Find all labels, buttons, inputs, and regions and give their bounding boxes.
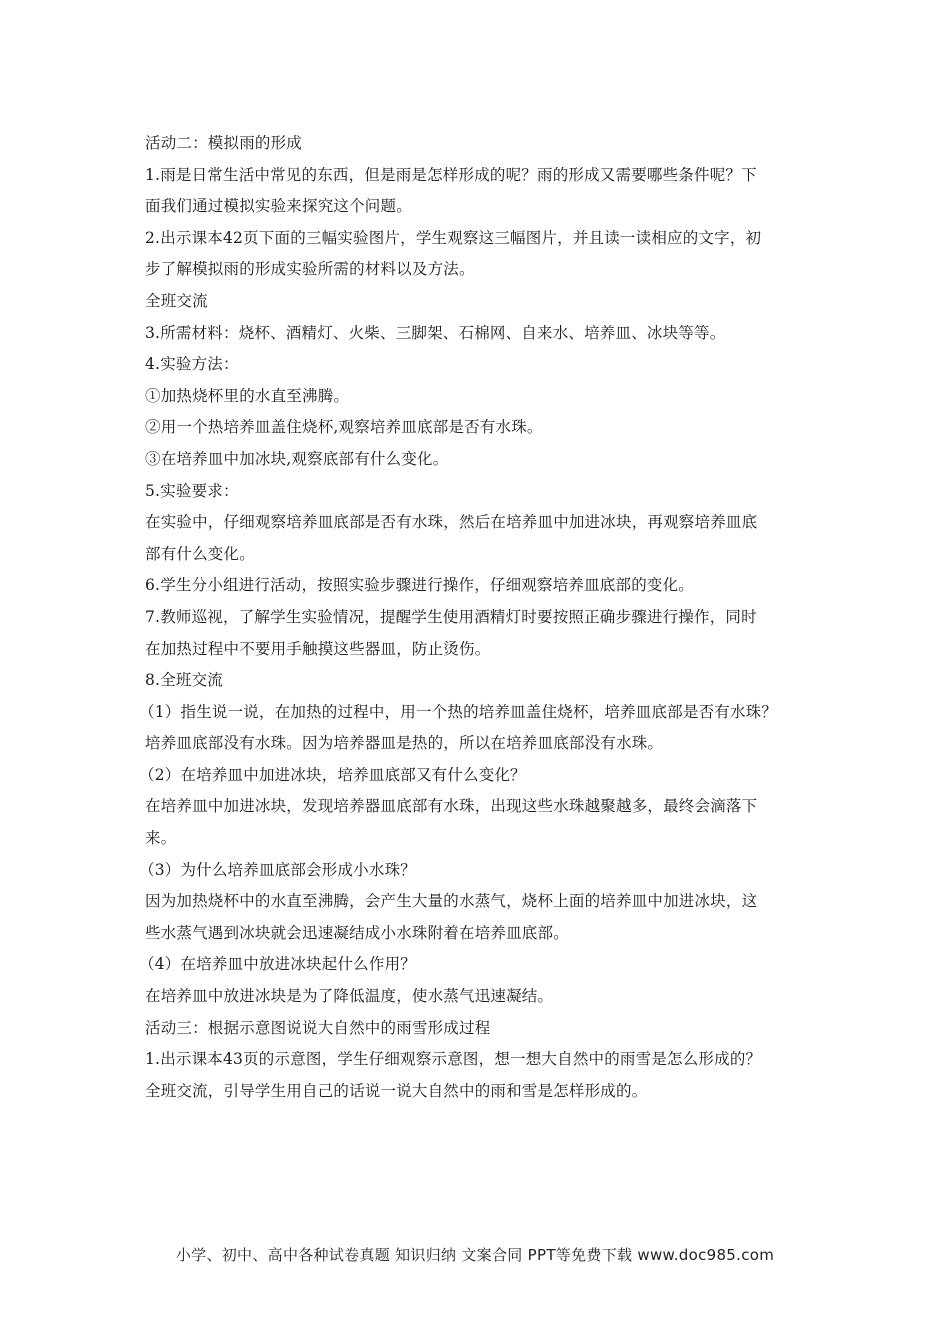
paragraph-line: 因为加热烧杯中的水直至沸腾，会产生大量的水蒸气，烧杯上面的培养皿中加进冰块，这: [145, 892, 758, 911]
paragraph-line: 在实验中，仔细观察培养皿底部是否有水珠，然后在培养皿中加进冰块，再观察培养皿底: [145, 513, 758, 532]
paragraph-line: 全班交流: [145, 291, 208, 310]
paragraph-line: ③在培养皿中加冰块,观察底部有什么变化。: [145, 449, 449, 468]
paragraph-line: 1.雨是日常生活中常见的东西，但是雨是怎样形成的呢？雨的形成又需要哪些条件呢？下: [145, 165, 757, 184]
section-heading: 活动三：根据示意图说说大自然中的雨雪形成过程: [145, 1018, 491, 1037]
paragraph-line: （1）指生说一说，在加热的过程中，用一个热的培养皿盖住烧杯，培养皿底部是否有水珠？: [139, 702, 778, 721]
paragraph-line: （2）在培养皿中加进冰块，培养皿底部又有什么变化？: [139, 765, 526, 784]
paragraph-line: 全班交流，引导学生用自己的话说一说大自然中的雨和雪是怎样形成的。: [145, 1081, 648, 1100]
paragraph-line: 培养皿底部没有水珠。因为培养器皿是热的，所以在培养皿底部没有水珠。: [145, 734, 664, 753]
paragraph-line: 1.出示课本43页的示意图，学生仔细观察示意图，想一想大自然中的雨雪是怎么形成的？: [145, 1050, 762, 1069]
paragraph-line: ②用一个热培养皿盖住烧杯,观察培养皿底部是否有水珠。: [145, 418, 543, 437]
paragraph-line: 步了解模拟雨的形成实验所需的材料以及方法。: [145, 260, 475, 279]
paragraph-line: （3）为什么培养皿底部会形成小水珠？: [139, 860, 416, 879]
paragraph-line: 在加热过程中不要用手触摸这些器皿，防止烫伤。: [145, 639, 491, 658]
paragraph-line: 部有什么变化。: [145, 544, 255, 563]
paragraph-line: 来。: [145, 829, 177, 848]
paragraph-line: 4.实验方法：: [145, 355, 239, 374]
paragraph-line: 7.教师巡视，了解学生实验情况，提醒学生使用酒精灯时要按照正确步骤进行操作，同时: [145, 607, 757, 626]
paragraph-line: 3.所需材料：烧杯、酒精灯、火柴、三脚架、石棉网、自来水、培养皿、冰块等等。: [145, 323, 726, 342]
document-body: [139, 128, 825, 1107]
paragraph-line: 8.全班交流: [145, 671, 223, 690]
paragraph-line: 些水蒸气遇到冰块就会迅速凝结成小水珠附着在培养皿底部。: [145, 923, 569, 942]
section-heading: 活动二：模拟雨的形成: [145, 134, 303, 152]
paragraph-line: 在培养皿中加进冰块，发现培养器皿底部有水珠，出现这些水珠越聚越多，最终会滴落下: [145, 797, 758, 816]
paragraph-line: 2.出示课本42页下面的三幅实验图片，学生观察这三幅图片，并且读一读相应的文字，初: [145, 228, 762, 247]
page-footer: 小学、初中、高中各种试卷真题 知识归纳 文案合同 PPT等免费下载 www.doc985.com: [175, 1246, 775, 1264]
paragraph-line: 在培养皿中放进冰块是为了降低温度，使水蒸气迅速凝结。: [145, 987, 554, 1006]
paragraph-line: （4）在培养皿中放进冰块起什么作用？: [139, 955, 416, 974]
paragraph-line: 6.学生分小组进行活动，按照实验步骤进行操作，仔细观察培养皿底部的变化。: [145, 576, 694, 595]
paragraph-line: ①加热烧杯里的水直至沸腾。: [145, 386, 350, 405]
paragraph-line: 5.实验要求：: [145, 481, 239, 500]
paragraph-line: 面我们通过模拟实验来探究这个问题。: [145, 197, 412, 216]
